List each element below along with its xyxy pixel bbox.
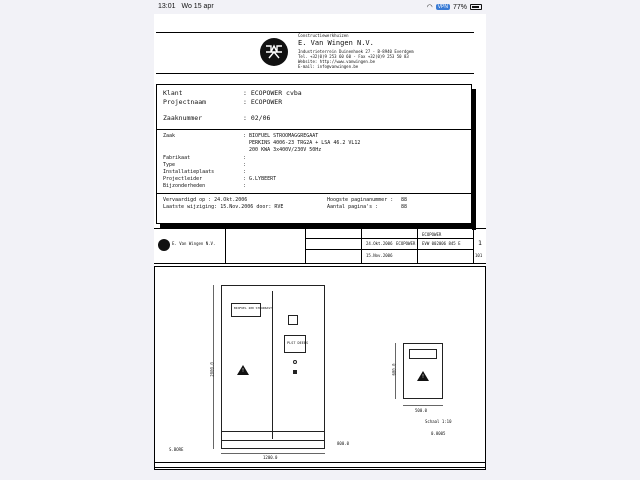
- note-right: 0.8005: [431, 431, 446, 436]
- wijziging-text: Laatste wijziging: 15.Nov.2006 door: RVE: [163, 204, 284, 210]
- page-footer-strip: [154, 462, 486, 468]
- cover-box: Klant : ECOPOWER cvba Projectnaam : ECOPOWER Zaaknummer : 02/06 Zaak : BIOFUEL STROOMAGGREGAAT PERKINS 4006-23 TRG2A + LSA 46.2 VL12 200 KWA 3x400V/230V 50Hz Fabrikaat : Type : Installatieplaats : Projectleider : G.LYBEERT Bijzonderheden : Vervaardigd op : 24.Okt.2006 Laatste wijziging: 15.Nov.2006 door: RVE Hoogste paginanummer : 88 Aantal pagina's : 88: [156, 84, 472, 224]
- zaak2-line-1: BIOFUEL STROOMAGGREGAAT: [249, 133, 319, 139]
- small-width: 500.0: [415, 408, 428, 413]
- ios-status-bar: [0, 0, 640, 14]
- display-label: PLST DEEBS: [287, 341, 309, 345]
- indicator-lamp-icon: [293, 360, 297, 364]
- hoogste-value: 88: [401, 197, 408, 203]
- installatie-label: Installatieplaats: [163, 169, 215, 175]
- leider-value: G.LYBEERT: [249, 176, 277, 182]
- note-left: S.BORE: [169, 447, 184, 452]
- panel-label-text: BIOFUEL 200 STUURKAST: [234, 306, 272, 310]
- company-subtitle: Constructiewerkhuizen: [298, 33, 349, 38]
- vervaardigd-text: Vervaardigd op : 24.Okt.2006: [163, 197, 248, 203]
- scale-label: Schaal 1:10: [425, 419, 452, 424]
- vpn-badge: VPN: [437, 4, 448, 10]
- bijzonder-label: Bijzonderheden: [163, 183, 206, 189]
- panel-label-plate: [231, 303, 272, 317]
- hoogste-label: Hoogste paginanummer :: [327, 197, 394, 203]
- dim-small: 800.0: [337, 441, 350, 446]
- zaak2-line-2: PERKINS 4006-23 TRG2A + LSA 46.2 VL12: [249, 140, 361, 146]
- tb-logo-icon: [158, 239, 170, 251]
- date: Wo 15 apr: [181, 3, 214, 10]
- zaak-label: Zaaknummer: [163, 114, 203, 122]
- company-email: E-mail: info@vanwingen.be: [298, 64, 359, 69]
- company-name: E. Van Wingen N.V.: [298, 39, 374, 47]
- klant-value: ECOPOWER cvba: [250, 89, 302, 97]
- time: 13:01: [158, 3, 176, 10]
- header-frame: [156, 32, 474, 74]
- fabrikaat-label: Fabrikaat: [163, 155, 191, 161]
- cover-shadow: [472, 89, 476, 230]
- tb-project: ECOPOWER: [396, 241, 416, 246]
- small-cabinet-plate: [409, 349, 437, 359]
- title-block: [154, 228, 486, 264]
- cabinet-drawing: [154, 266, 486, 470]
- switch-box: [288, 315, 298, 325]
- small-width-line: [403, 405, 443, 406]
- battery-icon: [470, 4, 482, 10]
- company-address: Industrieterrein Duinenhoek 27 - B-8940 Everdgem: [298, 49, 414, 54]
- controller-display: [284, 335, 309, 353]
- cabinet-door-split: [272, 291, 273, 439]
- large-cabinet-plinth: [221, 431, 325, 441]
- tb-ref: EVW 002006 845 E: [422, 241, 461, 246]
- dim-width: 1200.0: [263, 455, 278, 460]
- small-height: 600.0: [391, 363, 397, 376]
- aantal-label: Aantal pagina's :: [327, 204, 379, 210]
- project-value: ECOPOWER: [250, 98, 283, 106]
- pdf-page[interactable]: [154, 14, 486, 470]
- dim-height: 2000.0: [209, 362, 215, 377]
- warning-triangle-icon: !: [237, 365, 249, 375]
- tb-sheets: 101: [475, 253, 483, 258]
- emergency-stop-icon: [293, 370, 297, 374]
- tb-doc: ECOPOWER: [422, 232, 442, 237]
- tb-company: E. Van Wingen N.V.: [172, 241, 216, 246]
- tb-sheet: 1: [478, 239, 482, 247]
- zaak2-label: Zaak: [163, 133, 176, 139]
- tb-date2: 15.Nov.2006: [366, 253, 393, 258]
- battery-percent: 77%: [452, 3, 467, 11]
- leider-label: Projectleider: [163, 176, 203, 182]
- klant-label: Klant: [163, 89, 183, 97]
- width-dimension-line: [221, 453, 325, 454]
- company-website: Website: http://www.vanwingen.be: [298, 59, 376, 64]
- zaak2-line-3: 200 KWA 3x400V/230V 50Hz: [249, 147, 322, 153]
- type-label: Type: [163, 162, 176, 168]
- tb-date1: 24.Okt.2006: [366, 241, 393, 246]
- wifi-icon: ◠: [426, 4, 433, 11]
- company-phone: Tel. +32(0)9 253 60 60 - Fax +32(0)9 253 50 83: [298, 54, 409, 59]
- project-label: Projectnaam: [163, 98, 207, 106]
- zaak-value: 02/06: [250, 114, 271, 122]
- aantal-value: 88: [401, 204, 408, 210]
- small-warning-triangle-icon: !: [417, 371, 429, 381]
